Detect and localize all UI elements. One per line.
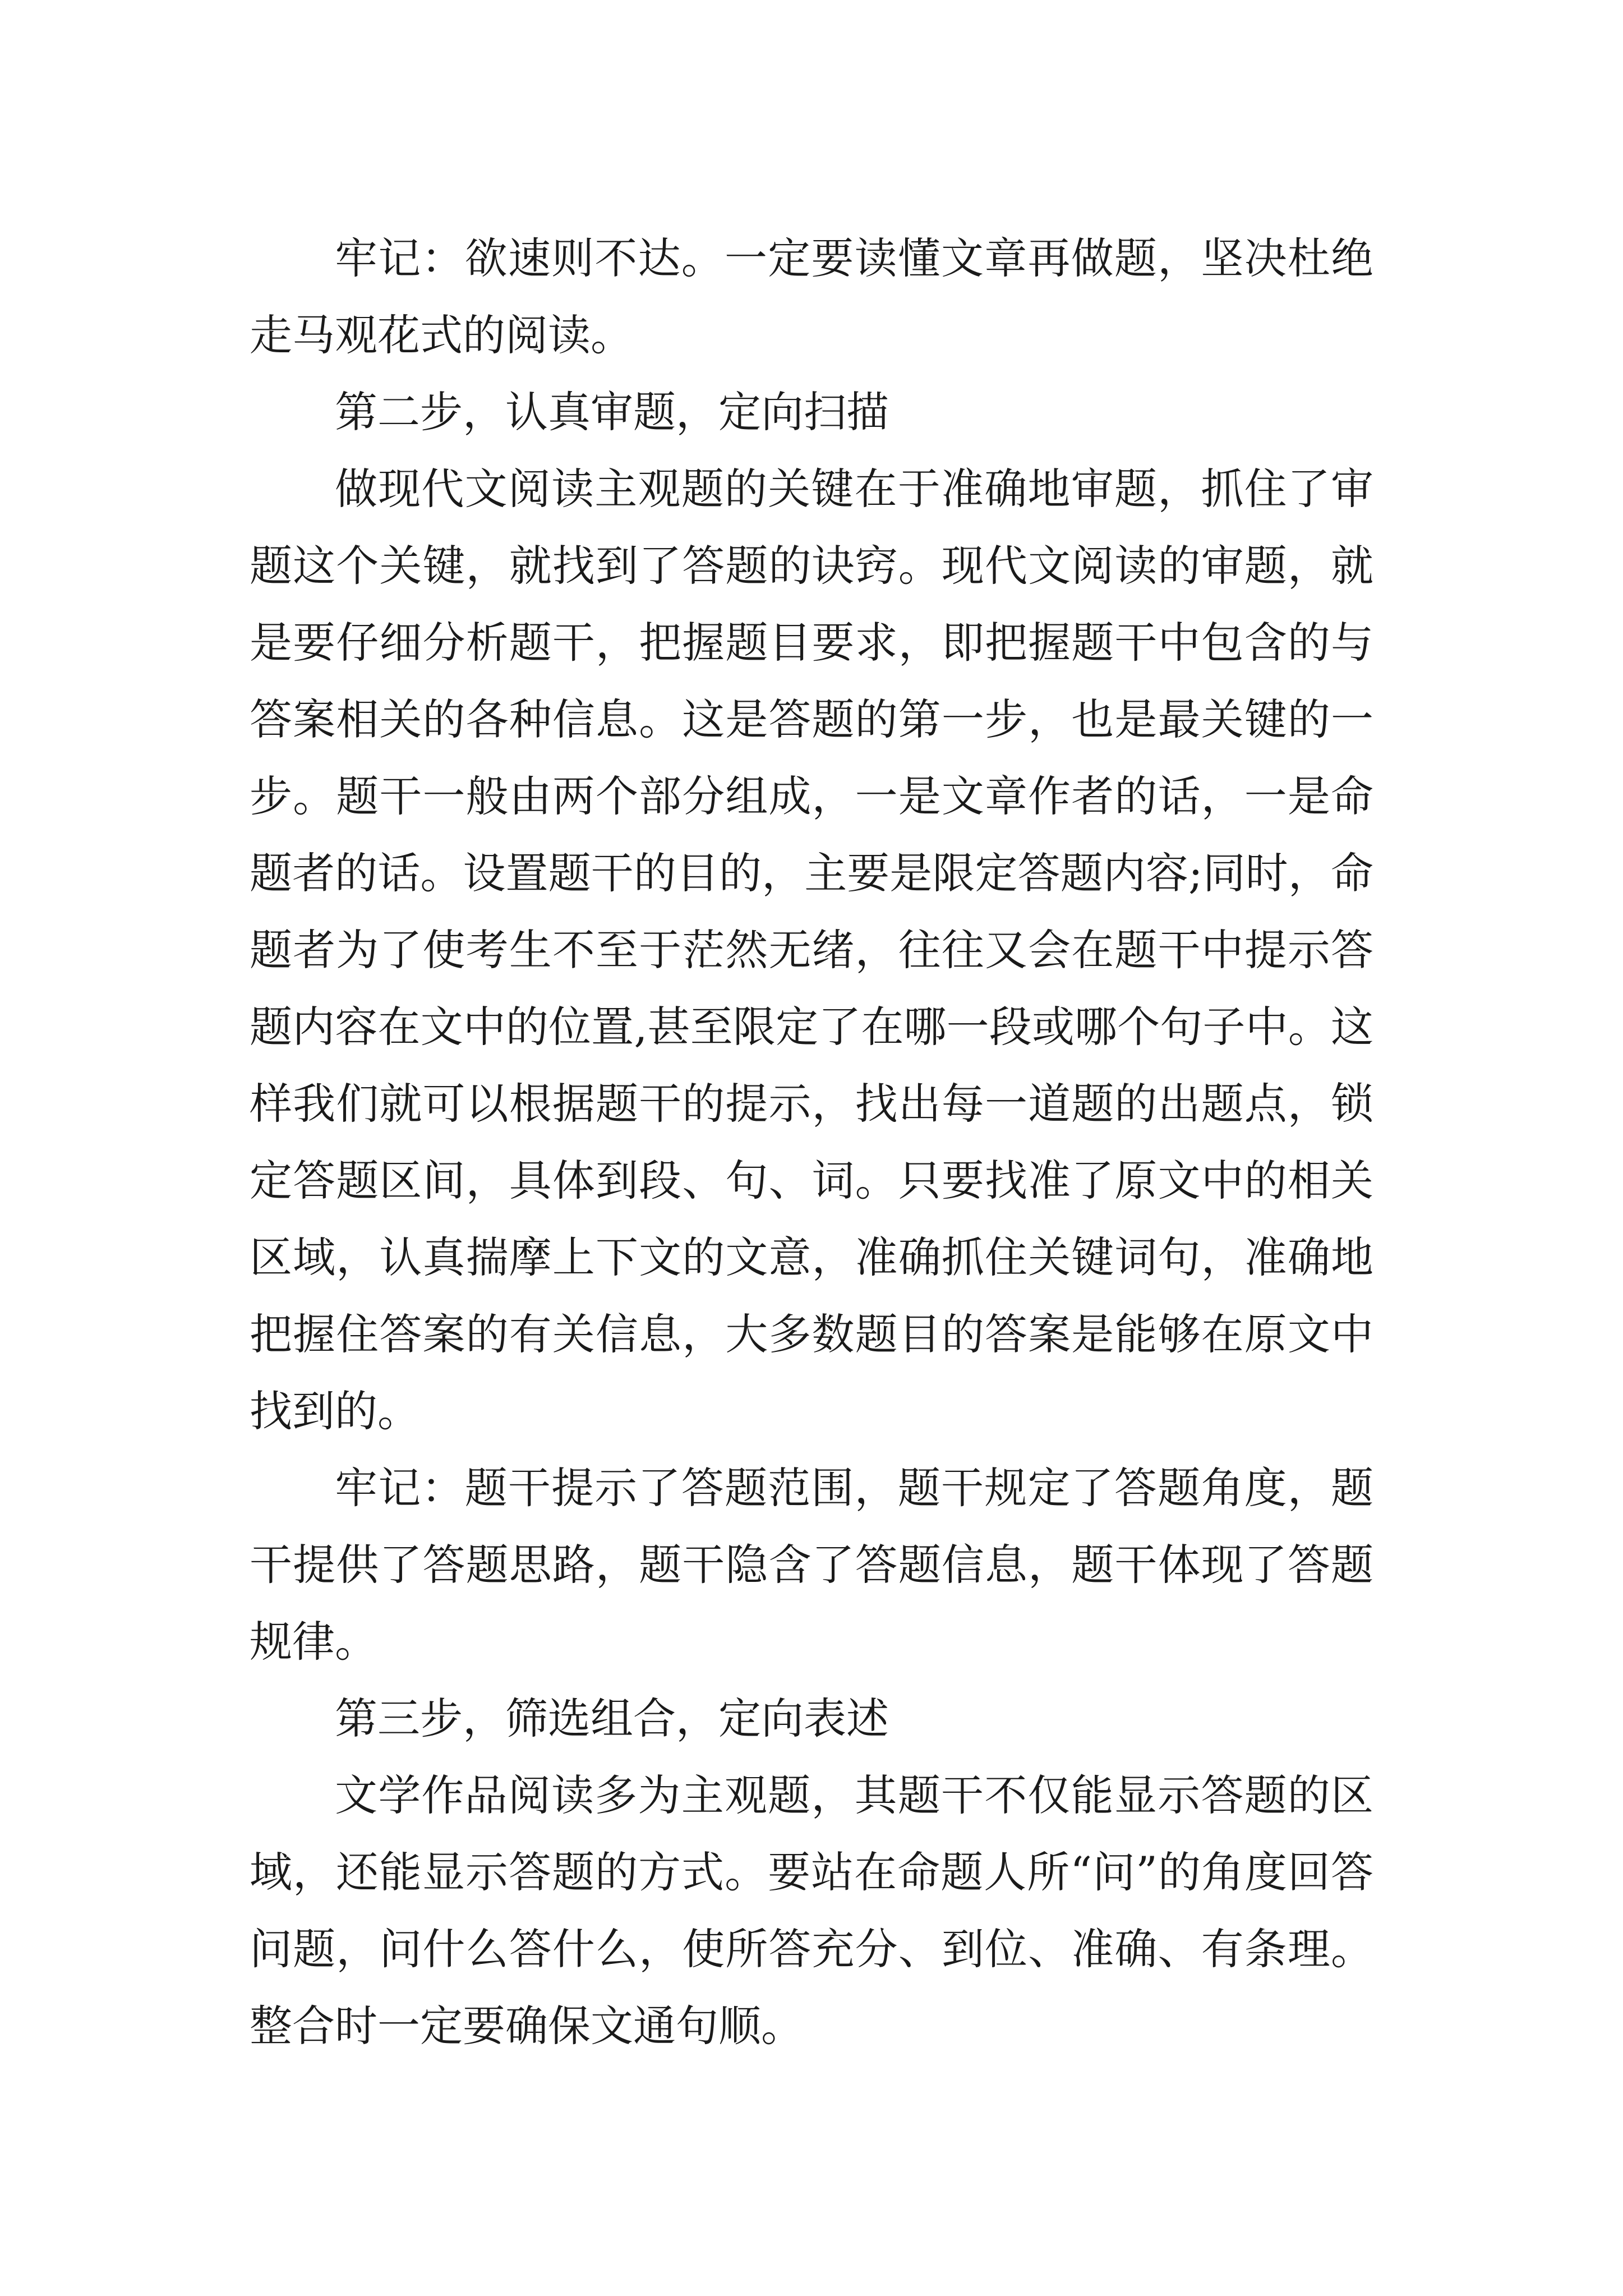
section-heading-step-2: 第二步，认真审题，定向扫描 [335,387,889,437]
paragraph-reminder-2: 牢记：题干提示了答题范围，题干规定了答题角度，题干提供了答题思路，题干隐含了答题信息，题干体现了答题规律。 [250,1463,1373,1667]
paragraph-step-2-body: 做现代文阅读主观题的关键在于准确地审题，抓住了审题这个关键，就找到了答题的诀窍。现代文阅读的审题，就是要仔细分析题干，把握题目要求，即把握题干中包含的与答案相关的各种信息。这是答题的第一步，也是最关键的一步。题干一般由两个部分组成，一是文章作者的话，一是命题者的话。设置题干的目的，主要是限定答题内容;同时，命题者为了使考生不至于茫然无绪，往往又会在题干中提示答题内容在文中的位置,甚至限定了在哪一段或哪个句子中。这样我们就可以根据题干的提示，找出每一道题的出题点，锁定答题区间，具体到段、句、词。只要找准了原文中的相关区域，认真揣摩上下文的文意，准确抓住关键词句，准确地把握住答案的有关信息，大多数题目的答案是能够在原文中找到的。 [250,464,1373,1436]
paragraph-reminder-1: 牢记：欲速则不达。一定要读懂文章再做题，坚决杜绝走马观花式的阅读。 [250,233,1373,360]
document-body [250,220,1373,2064]
paragraph-step-3-body: 文学作品阅读多为主观题，其题干不仅能显示答题的区域，还能显示答题的方式。要站在命题人所“问”的角度回答问题，问什么答什么，使所答充分、到位、准确、有条理。整合时一定要确保文通句顺。 [250,1770,1373,2051]
section-heading-step-3: 第三步，筛选组合，定向表述 [335,1694,889,1743]
